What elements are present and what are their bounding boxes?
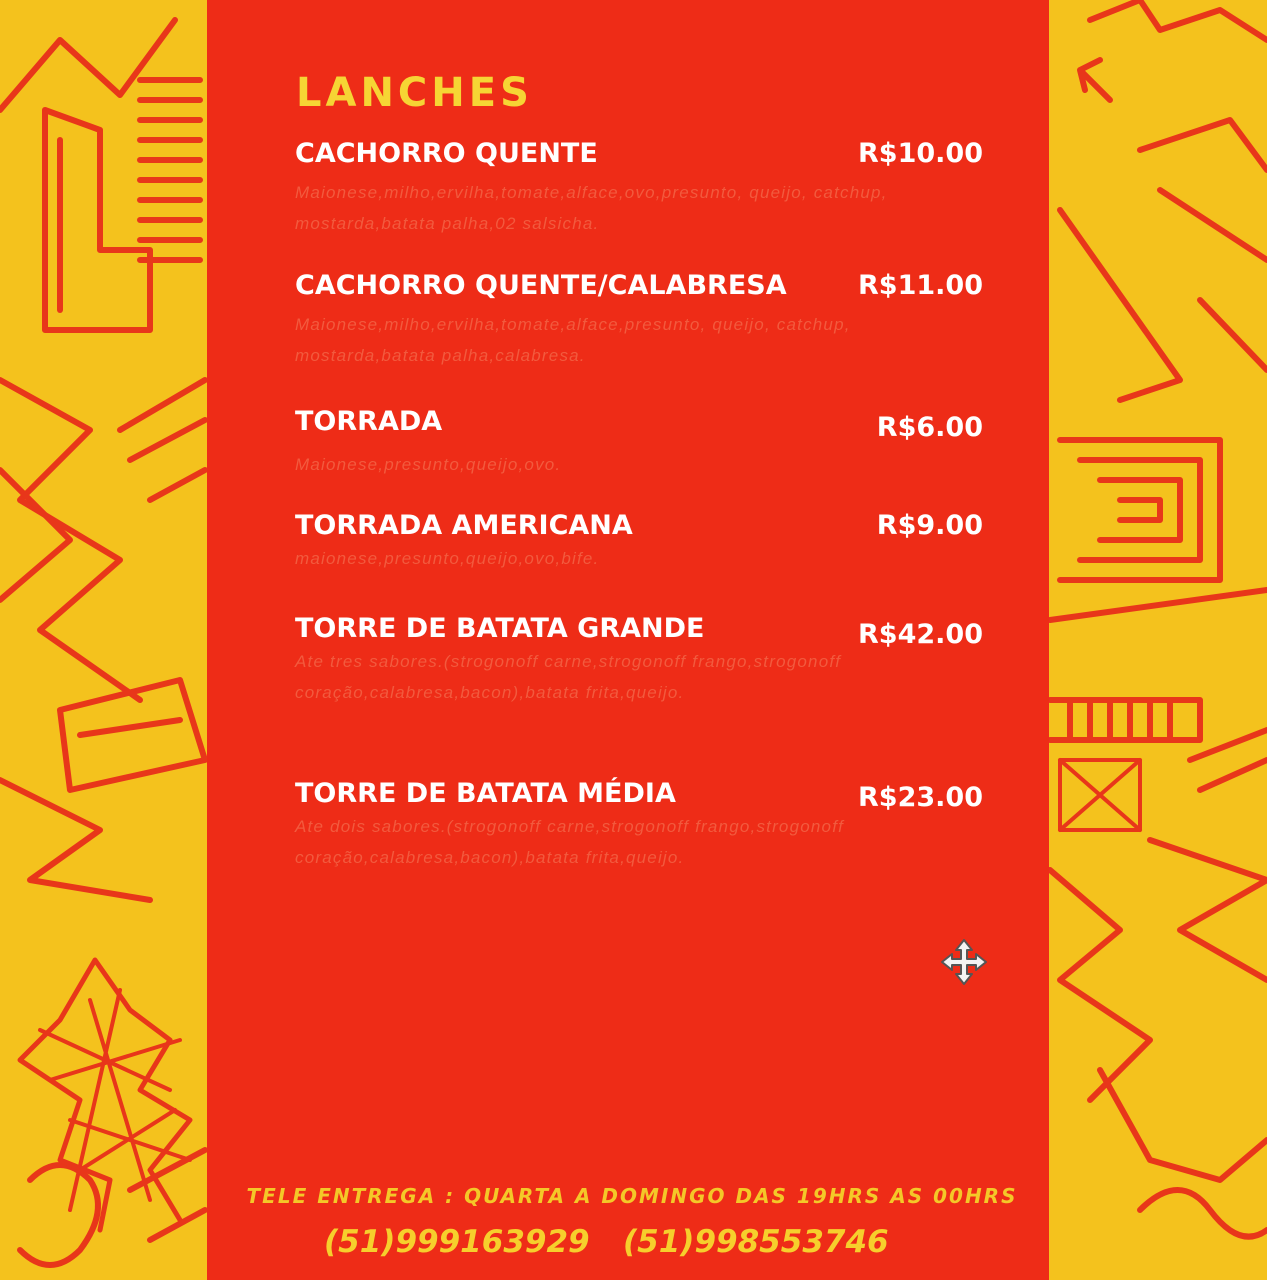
item-name: TORRADA	[295, 406, 443, 437]
phone-number: (51)998553746	[623, 1224, 889, 1260]
item-price: R$6.00	[876, 412, 983, 443]
menu-title: LANCHES	[296, 70, 533, 116]
phone-number: (51)999163929	[324, 1224, 590, 1260]
item-name: TORRADA AMERICANA	[295, 510, 633, 541]
item-description: maionese,presunto,queijo,ovo,bife.	[295, 549, 600, 568]
menu-item	[295, 613, 983, 708]
item-name: TORRE DE BATATA MÉDIA	[295, 778, 676, 809]
menu-panel	[207, 0, 1049, 1280]
item-description: Ate dois sabores.(strogonoff carne,strogonoff frango,strogonoff coração,calabresa,bacon),batata frita,queijo.	[295, 817, 845, 867]
menu-item	[295, 406, 983, 480]
item-price: R$42.00	[858, 619, 983, 650]
item-description: Ate tres sabores.(strogonoff carne,strogonoff frango,strogonoff coração,calabresa,bacon),batata frita,queijo.	[295, 652, 842, 702]
menu-item	[295, 510, 983, 574]
move-icon[interactable]	[940, 938, 988, 986]
item-name: CACHORRO QUENTE/CALABRESA	[295, 270, 787, 301]
delivery-hours: TELE ENTREGA : QUARTA A DOMINGO DAS 19HRS AS 00HRS	[246, 1184, 1018, 1208]
item-price: R$10.00	[858, 138, 983, 169]
item-price: R$9.00	[876, 510, 983, 541]
item-price: R$23.00	[858, 782, 983, 813]
menu-item	[295, 270, 983, 371]
item-description: Maionese,milho,ervilha,tomate,alface,ovo,presunto, queijo, catchup, mostarda,batata palha,02 salsicha.	[295, 183, 888, 233]
item-name: CACHORRO QUENTE	[295, 138, 598, 169]
menu-item	[295, 138, 983, 239]
menu-item	[295, 778, 983, 873]
item-description: Maionese,milho,ervilha,tomate,alface,presunto, queijo, catchup, mostarda,batata palha,calabresa.	[295, 315, 851, 365]
item-price: R$11.00	[858, 270, 983, 301]
item-description: Maionese,presunto,queijo,ovo.	[295, 455, 562, 474]
item-name: TORRE DE BATATA GRANDE	[295, 613, 705, 644]
